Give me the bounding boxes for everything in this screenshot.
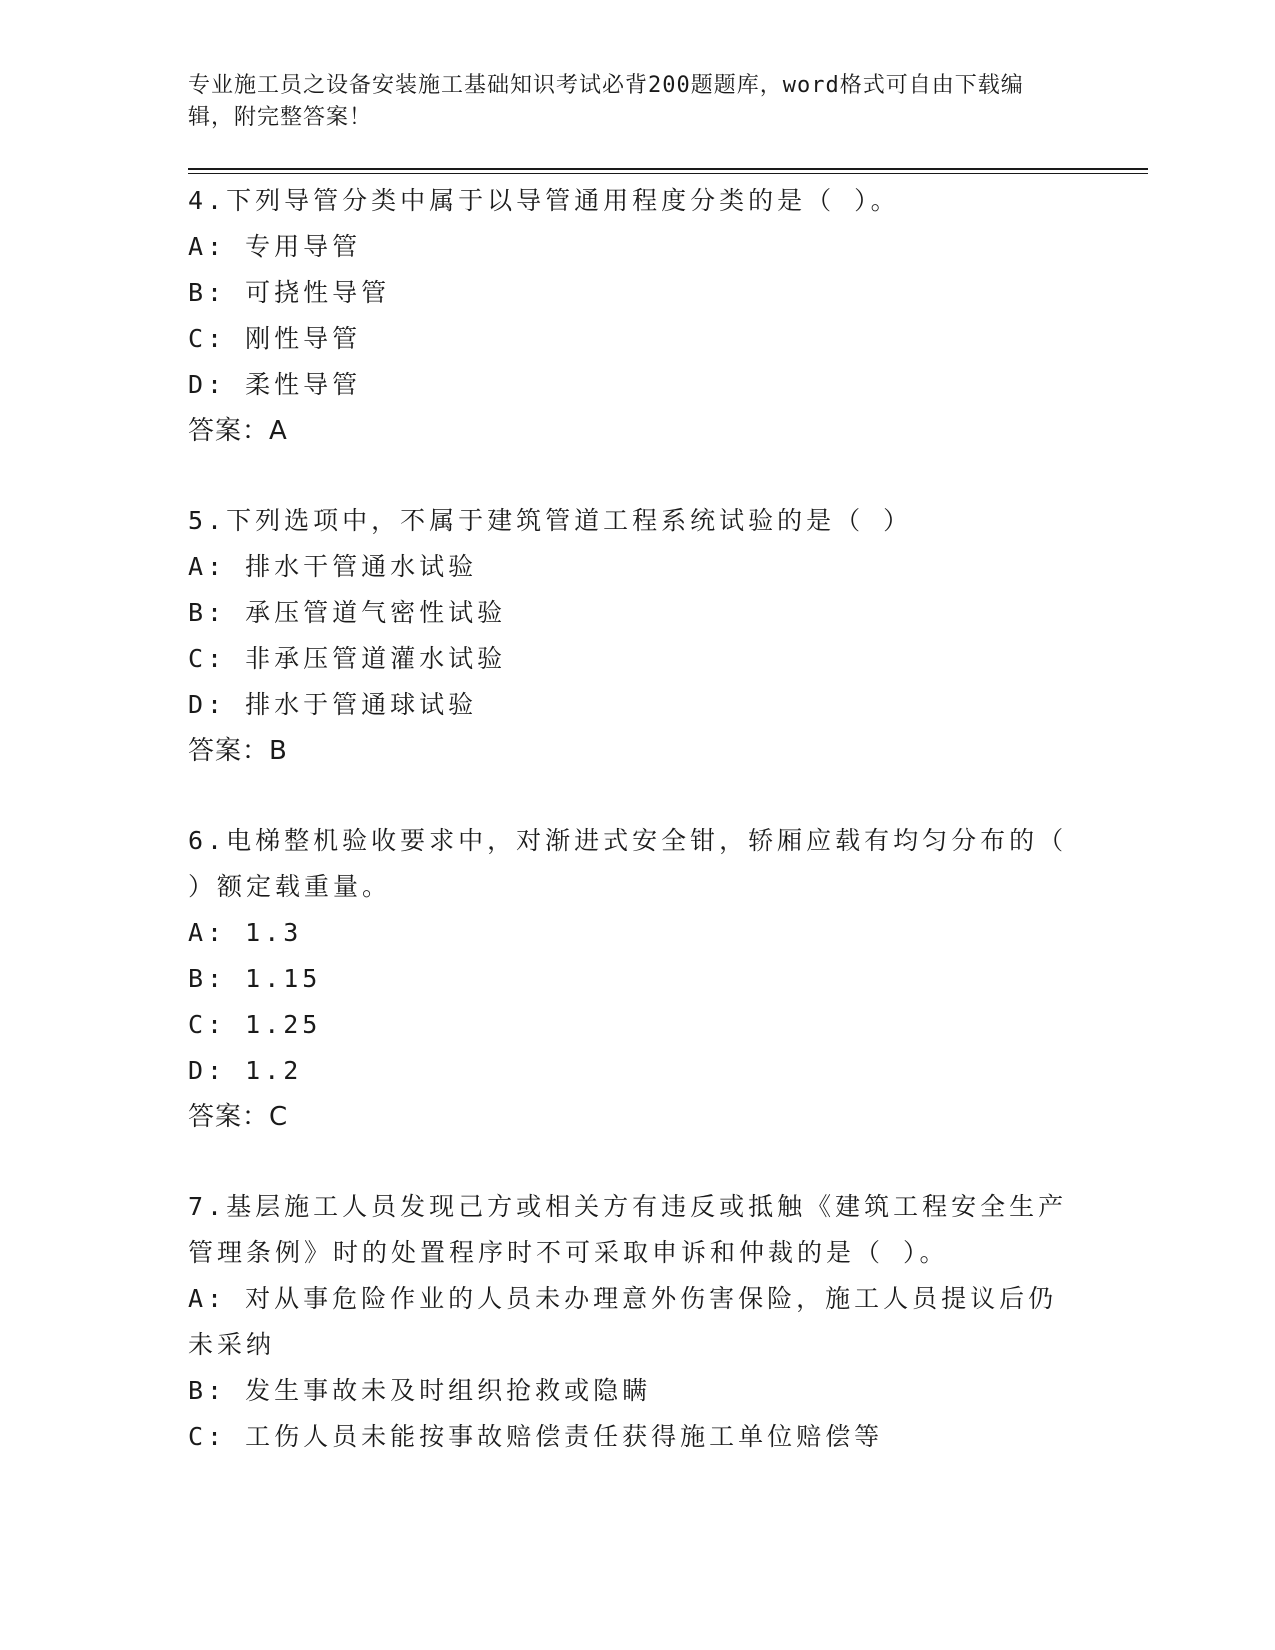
answer-line: 答案：C	[188, 1102, 289, 1132]
option-a: A: 排水干管通水试验	[188, 552, 478, 581]
option-d: D: 排水于管通球试验	[188, 690, 478, 719]
question-list	[188, 178, 1148, 1460]
question-5	[188, 498, 1148, 774]
question-stem: 5.下列选项中，不属于建筑管道工程系统试验的是（ ）	[188, 506, 913, 535]
document-header: 专业施工员之设备安装施工基础知识考试必背200题题库，word格式可自由下载编辑，附完整答案！	[188, 73, 1024, 130]
option-b: B: 可挠性导管	[188, 278, 391, 307]
option-b: B: 1.15	[188, 964, 322, 993]
option-c: C: 刚性导管	[188, 324, 362, 353]
question-6	[188, 818, 1148, 1140]
option-d: D: 1.2	[188, 1056, 303, 1085]
option-c: C: 1.25	[188, 1010, 322, 1039]
question-stem: 7.基层施工人员发现己方或相关方有违反或抵触《建筑工程安全生产管理条例》时的处置程序时不可采取申诉和仲裁的是（ ）。	[188, 1192, 1068, 1267]
question-stem: 6.电梯整机验收要求中，对渐进式安全钳，轿厢应载有均匀分布的（ ）额定载重量。	[188, 826, 1068, 901]
option-a: A: 1.3	[188, 918, 303, 947]
option-d: D: 柔性导管	[188, 370, 362, 399]
option-c: C: 非承压管道灌水试验	[188, 644, 507, 673]
option-a: A: 对从事危险作业的人员未办理意外伤害保险，施工人员提议后仍未采纳	[188, 1284, 1058, 1359]
answer-line: 答案：A	[188, 416, 288, 446]
option-c: C: 工伤人员未能按事故赔偿责任获得施工单位赔偿等	[188, 1422, 884, 1451]
answer-line: 答案：B	[188, 736, 288, 766]
question-7	[188, 1184, 1148, 1460]
option-b: B: 发生事故未及时组织抢救或隐瞒	[188, 1376, 652, 1405]
question-4	[188, 178, 1148, 454]
option-a: A: 专用导管	[188, 232, 362, 261]
header-divider	[188, 168, 1148, 174]
option-b: B: 承压管道气密性试验	[188, 598, 507, 627]
document-page	[188, 70, 1148, 1504]
question-stem: 4.下列导管分类中属于以导管通用程度分类的是（ ）。	[188, 186, 900, 215]
